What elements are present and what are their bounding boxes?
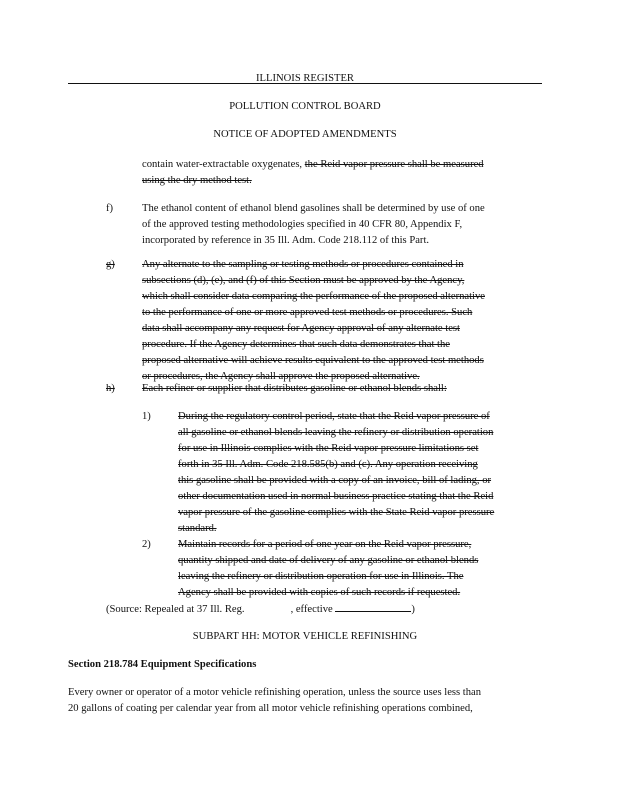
para-g-line: procedure. If the Agency determines that such data demonstrates that the [142, 339, 450, 350]
para-g-line: data shall accompany any request for Agency approval of any alternate test [142, 323, 460, 334]
cont-line-2-struck: using the dry method test. [142, 175, 252, 186]
cont-line-2 [142, 173, 252, 189]
item-2-line: leaving the refinery or distribution operation for use in Illinois. The [178, 571, 464, 582]
para-g-line: Any alternate to the sampling or testing methods or procedures contained in [142, 259, 464, 270]
para-h-label: h) [106, 383, 115, 394]
item-1-line: standard. [178, 523, 217, 534]
item-1-line: forth in 35 Ill. Adm. Code 218.585(b) and (c). Any operation receiving [178, 459, 478, 470]
para-g-line: which shall consider data comparing the performance of the proposed alternative [142, 291, 485, 302]
para-f-line: of the approved testing methodologies specified in 40 CFR 80, Appendix F, [142, 219, 463, 230]
para-g-line: subsections (d), (e), and (f) of this Section must be approved by the Agency, [142, 275, 465, 286]
notice-title: NOTICE OF ADOPTED AMENDMENTS [213, 129, 397, 140]
para-g-line: or procedures, the Agency shall approve the proposed alternative. [142, 371, 420, 382]
item-1-line: During the regulatory control period, state that the Reid vapor pressure of [178, 411, 490, 422]
item-2-line: quantity shipped and date of delivery of any gasoline or ethanol blends [178, 555, 479, 566]
cont-line-1-plain: contain water-extractable oxygenates, [142, 159, 305, 170]
para-h-intro: Each refiner or supplier that distributes gasoline or ethanol blends shall: [142, 383, 447, 394]
para-g-line: to the performance of one or more approved test methods or procedures. Such [142, 307, 473, 318]
source-text: (Source: Repealed at 37 Ill. Reg. [106, 604, 245, 615]
register-title: ILLINOIS REGISTER [256, 73, 354, 84]
section-heading: Section 218.784 Equipment Specifications [68, 659, 257, 670]
para-f-line: The ethanol content of ethanol blend gasolines shall be determined by use of one [142, 203, 485, 214]
board-title: POLLUTION CONTROL BOARD [229, 101, 381, 112]
para-f-line: incorporated by reference in 35 Ill. Adm. Code 218.112 of this Part. [142, 235, 430, 246]
item-1-line: this gasoline shall be provided with a copy of an invoice, bill of lading, or [178, 475, 492, 486]
item-2-line: Maintain records for a period of one year on the Reid vapor pressure, [178, 539, 472, 550]
cont-line-1-struck: the Reid vapor pressure shall be measured [304, 159, 484, 170]
item-1-line: vapor pressure of the gasoline complies with the State Reid vapor pressure [178, 507, 495, 518]
item-1-line: all gasoline or ethanol blends leaving the refinery or distribution operation [178, 427, 494, 438]
source-effective: , effective [290, 604, 333, 615]
section-line: 20 gallons of coating per calendar year from all motor vehicle refinishing operations combined, [68, 703, 473, 714]
subpart-heading: SUBPART HH: MOTOR VEHICLE REFINISHING [192, 631, 418, 642]
source-close: ) [411, 604, 415, 615]
para-g-label: g) [106, 259, 115, 270]
item-1-line: other documentation used in normal business practice stating that the Reid [178, 491, 494, 502]
item-1-line: for use in Illinois complies with the Reid vapor pressure limitations set [178, 443, 479, 454]
effective-date-blank [335, 601, 411, 612]
item-2-label: 2) [142, 539, 151, 550]
item-2-line: Agency shall be provided with copies of such records if requested. [178, 587, 461, 598]
cont-line-1 [142, 157, 484, 173]
source-note [106, 601, 415, 618]
para-g-line: proposed alternative will achieve results equivalent to the approved test methods [142, 355, 484, 366]
item-1-label: 1) [142, 411, 151, 422]
section-line: Every owner or operator of a motor vehicle refinishing operation, unless the source uses less than [68, 687, 482, 698]
para-f-label: f) [106, 203, 114, 214]
